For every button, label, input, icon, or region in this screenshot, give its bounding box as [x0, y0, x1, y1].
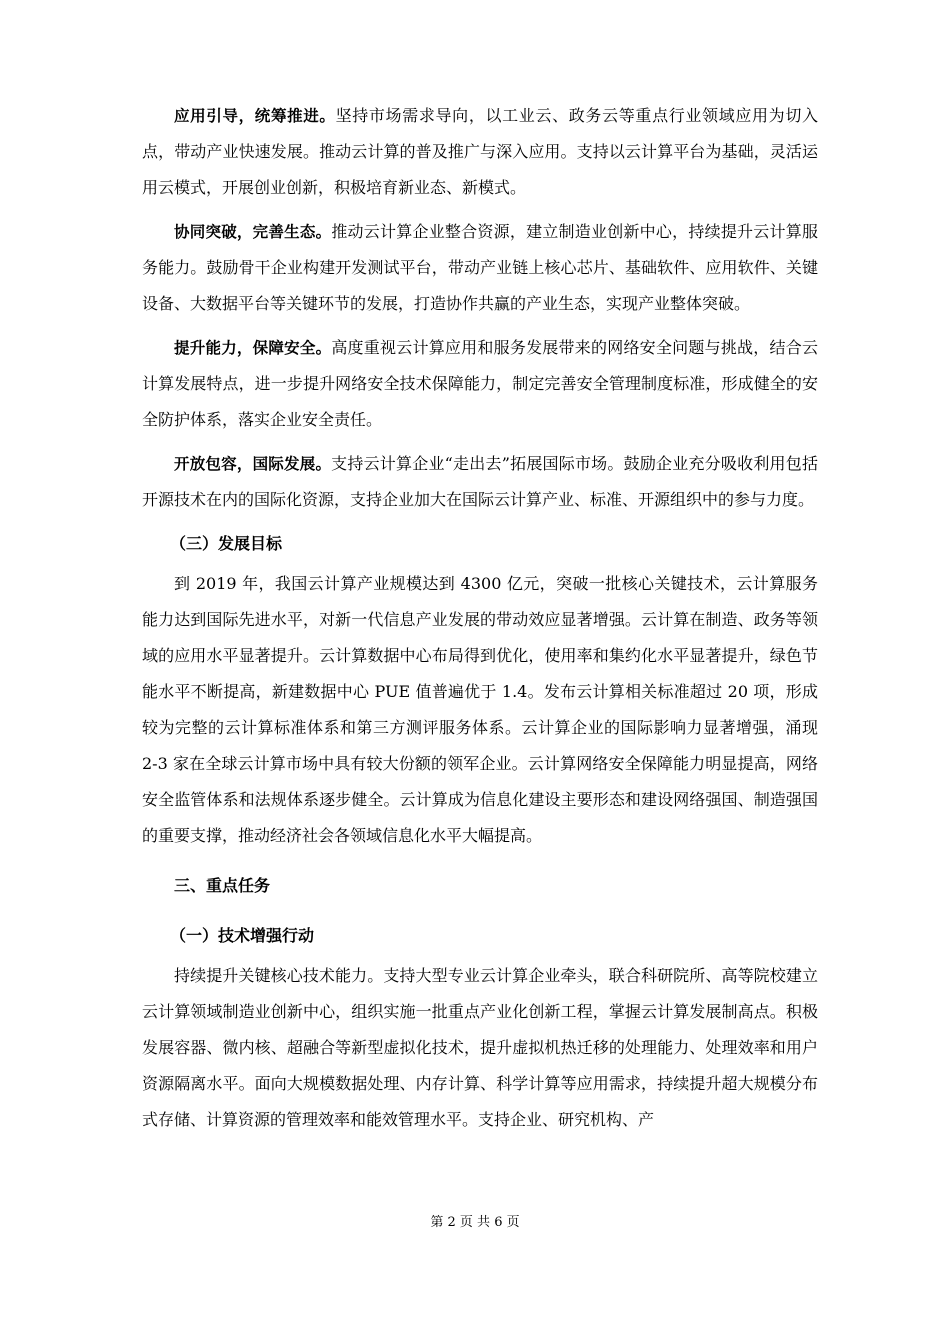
paragraph-collaborative-breakthrough [142, 214, 818, 322]
paragraph-text: 高度重视云计算应用和服务发展带来的网络安全问题与挑战，结合云计算发展特点，进一步提升网络安全技术保障能力，制定完善安全管理制度标准，形成健全的安全防护体系，落实企业安全责任。 [142, 338, 818, 429]
paragraph-goals [142, 566, 818, 854]
paragraph-text: 支持云计算企业“走出去”拓展国际市场。鼓励企业充分吸收利用包括开源技术在内的国际化资源，支持企业加大在国际云计算产业、标准、开源组织中的参与力度。 [142, 454, 818, 509]
paragraph-text: 推动云计算企业整合资源，建立制造业创新中心，持续提升云计算服务能力。鼓励骨干企业构建开发测试平台，带动产业链上核心芯片、基础软件、应用软件、关键设备、大数据平台等关键环节的发展，打造协作共赢的产业生态，实现产业整体突破。 [142, 222, 818, 313]
paragraph-lead: 提升能力，保障安全。 [174, 339, 332, 357]
tech-heading: （一）技术增强行动 [170, 926, 315, 945]
paragraph-lead: 开放包容，国际发展。 [174, 455, 332, 473]
paragraph-lead: 应用引导，统筹推进。 [174, 107, 336, 125]
page-footer [0, 1214, 950, 1232]
section-heading-key-tasks: 三、重点任务 [174, 876, 271, 895]
paragraph-lead: 协同突破，完善生态。 [174, 223, 332, 241]
paragraph-application-guidance [142, 98, 818, 206]
paragraph-text: 持续提升关键核心技术能力。支持大型专业云计算企业牵头，联合科研院所、高等院校建立云计算领域制造业创新中心，组织实施一批重点产业化创新工程，掌握云计算发展制高点。积极发展容器、微内核、超融合等新型虚拟化技术，提升虚拟机热迁移的处理能力、处理效率和用户资源隔离水平。面向大规模数据处理、内存计算、科学计算等应用需求，持续提升超大规模分布式存储、计算资源的管理效率和能效管理水平。支持企业、研究机构、产 [142, 966, 818, 1129]
paragraph-text: 坚持市场需求导向，以工业云、政务云等重点行业领域应用为切入点，带动产业快速发展。推动云计算的普及推广与深入应用。支持以云计算平台为基础，灵活运用云模式，开展创业创新，积极培育新业态、新模式。 [142, 106, 818, 197]
paragraph-text: 到 2019 年，我国云计算产业规模达到 4300 亿元，突破一批核心关键技术，云计算服务能力达到国际先进水平，对新一代信息产业发展的带动效应显著增强。云计算在制造、政务等领域的应用水平显著提升。云计算数据中心布局得到优化，使用率和集约化水平显著提升，绿色节能水平不断提高，新建数据中心 PUE 值普遍优于 1.4。发布云计算相关标准超过 20 项，形成较为完整的云计算标准体系和第三方测评服务体系。云计算企业的国际影响力显著增强，涌现 2-3 家在全球云计算市场中具有较大份额的领军企业。云计算网络安全保障能力明显提高，网络安全监管体系和法规体系逐步健全。云计算成为信息化建设主要形态和建设网络强国、制造强国的重要支撑，推动经济社会各领域信息化水平大幅提高。 [142, 574, 818, 845]
page-number-label: 第 2 页 共 6 页 [430, 1215, 520, 1230]
paragraph-tech [142, 958, 818, 1138]
goals-heading: （三）发展目标 [170, 534, 283, 553]
paragraph-international [142, 446, 818, 518]
document-body [142, 98, 818, 1146]
paragraph-security [142, 330, 818, 438]
